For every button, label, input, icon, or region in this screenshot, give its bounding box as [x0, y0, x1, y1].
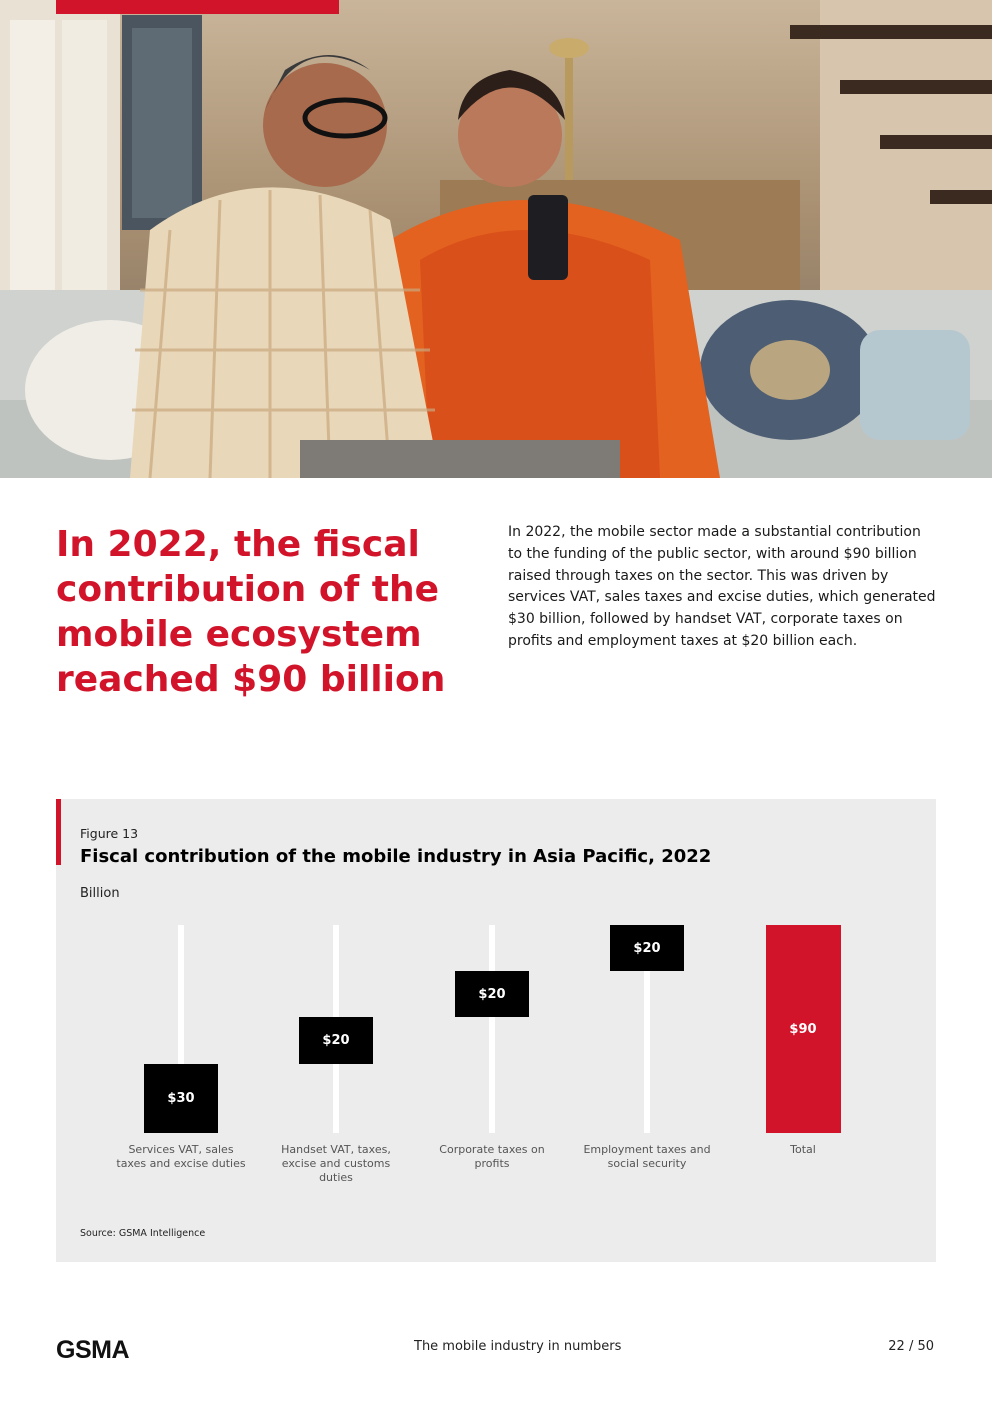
category-label: Corporate taxes on profits	[439, 1143, 545, 1170]
figure-title: Fiscal contribution of the mobile industry in Asia Pacific, 2022	[80, 846, 712, 867]
gsma-logo-text: GSMA	[56, 1338, 129, 1360]
page-headline: In 2022, the fiscal contribution of the mobile ecosystem reached $90 billion	[56, 524, 446, 700]
bar-segment: $20	[610, 925, 684, 971]
connector-rail	[489, 925, 495, 1133]
chart-unit-label: Billion	[80, 886, 120, 901]
bar-segment: $20	[299, 1017, 373, 1063]
figure-accent-bar	[56, 799, 61, 865]
category-label: Total	[790, 1143, 816, 1156]
bar-segment: $20	[455, 971, 529, 1017]
figure-source: Source: GSMA Intelligence	[80, 1228, 206, 1239]
bar-segment: $30	[144, 1064, 218, 1133]
hero-photo	[0, 0, 992, 478]
figure-panel	[56, 799, 936, 1262]
footer-title: The mobile industry in numbers	[414, 1339, 622, 1354]
figure-label: Figure 13	[80, 826, 139, 841]
intro-paragraph: In 2022, the mobile sector made a substantial contribution to the funding of the public sector, with around $90 billion raised through taxes on the sector. This was driven by services VAT, sales taxes and excise duties, which generated $30 billion, followed by handset VAT, corporate taxes on profits and employment taxes at $20 billion each.	[508, 524, 936, 649]
gsma-logo	[56, 1338, 180, 1360]
category-label: Services VAT, sales taxes and excise duties	[116, 1143, 246, 1170]
bar-total: $90	[766, 925, 841, 1133]
category-label: Handset VAT, taxes, excise and customs duties	[281, 1143, 391, 1184]
category-label: Employment taxes and social security	[583, 1143, 711, 1170]
top-accent-bar	[56, 0, 339, 14]
hero-illustration	[0, 0, 992, 478]
page-number: 22 / 50	[888, 1339, 934, 1354]
